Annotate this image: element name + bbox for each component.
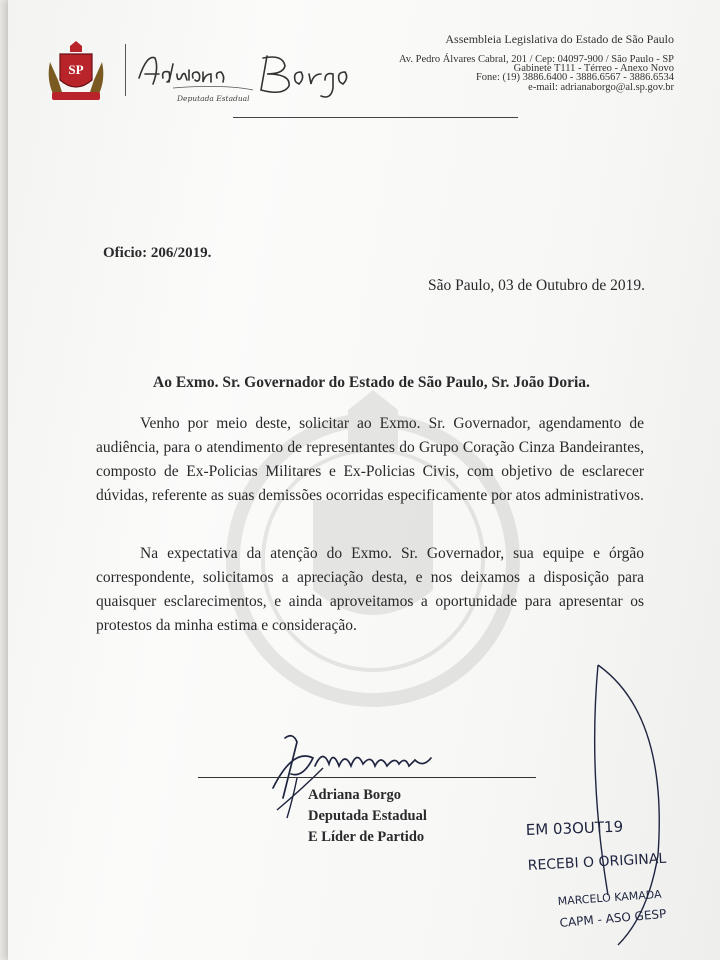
signer-name: Adriana Borgo	[308, 787, 402, 803]
letter-date: São Paulo, 03 de Outubro de 2019.	[428, 277, 645, 294]
signature-line	[198, 777, 536, 778]
oficio-number: Oficio: 206/2019.	[103, 245, 212, 261]
header-office: Gabinete T111 - Térreo - Anexo Novo	[513, 63, 674, 74]
adriana-borgo-logotype	[133, 44, 373, 106]
signer-role: E Líder de Partido	[308, 829, 425, 845]
header-phone: Fone: (19) 3886.6400 - 3886.6567 - 3886.6534	[475, 72, 674, 83]
header-rule	[233, 117, 518, 118]
header-divider	[125, 44, 126, 96]
receipt-date-note: EM 03OUT19	[525, 817, 624, 839]
svg-text:Deputada Estadual: Deputada Estadual	[177, 94, 250, 103]
header-address: Av. Pedro Álvares Cabral, 201 / Cep: 04097-900 / São Paulo - SP	[398, 54, 674, 65]
receipt-receiver-name: MARCELO KAMADA	[557, 887, 662, 908]
body-paragraph-2: Na expectativa da atenção do Exmo. Sr. Governador, sua equipe e órgão correspondente, solicitamos a apreciação desta, e nos deixamos a disposição para quaisquer esclarecimentos, e ainda aproveitamos a oportunidade para apresentar os protestos da minha estima e consideração.	[96, 545, 644, 634]
assembly-name: Assembleia Legislativa do Estado de São Paulo	[445, 32, 674, 46]
receipt-received-note: RECEBI O ORIGINAL	[527, 850, 667, 874]
sp-coat-of-arms-logo	[44, 40, 108, 104]
handwritten-receipt-note	[508, 655, 718, 955]
svg-text:SP: SP	[68, 62, 84, 77]
header-email: e-mail: adrianaborgo@al.sp.gov.br	[528, 82, 674, 93]
letter-page	[8, 0, 720, 960]
receipt-receiver-unit: CAPM - ASO GESP	[559, 906, 667, 930]
body-paragraph-1: Venho por meio deste, solicitar ao Exmo. Sr. Governador, agendamento de audiência, para o atendimento de representantes do Grupo Coração Cinza Bandeirantes, composto de Ex-Policias Militares e Ex-Policias Civis, com objetivo de esclarecer dúvidas, referente as suas demissões ocorridas especificamente por atos administrativos.	[96, 415, 644, 504]
signer-title: Deputada Estadual	[308, 808, 427, 824]
recipient-line: Ao Exmo. Sr. Governador do Estado de São Paulo, Sr. João Doria.	[153, 374, 590, 391]
